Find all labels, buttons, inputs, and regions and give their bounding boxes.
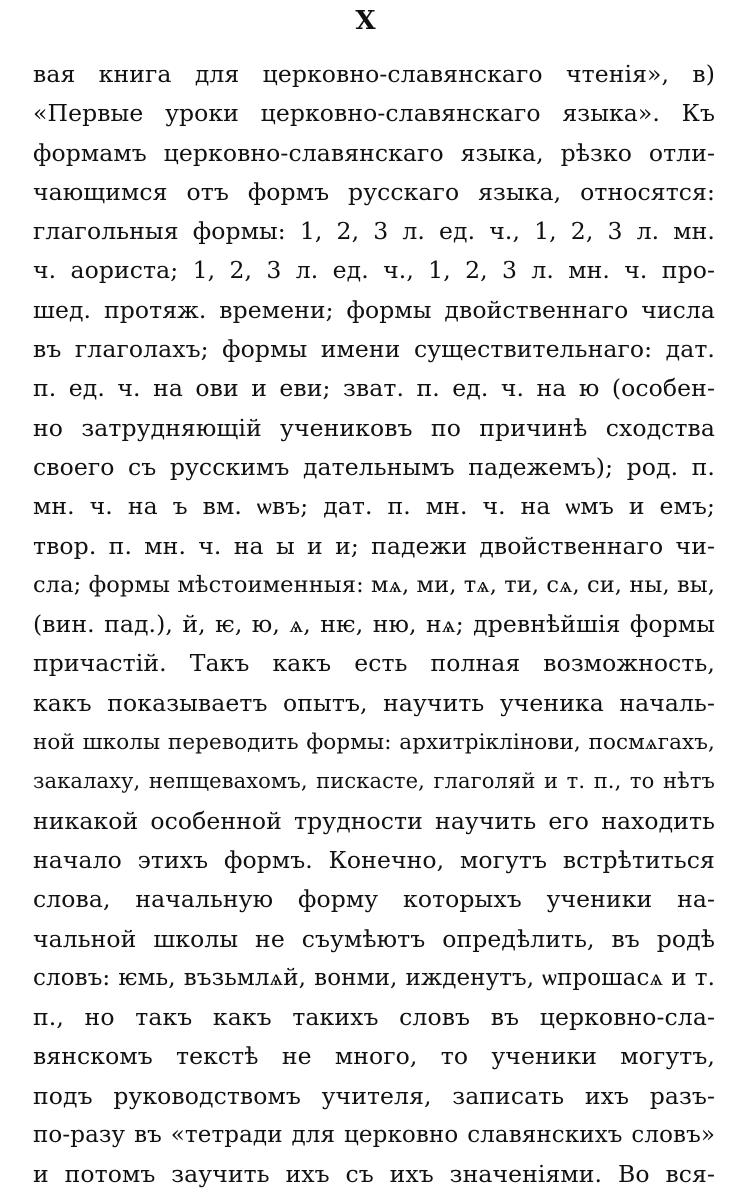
text-line: чальной школы не съумѣютъ опредѣлить, въ родѣ (33, 924, 715, 953)
text-line: шед. протяж. времени; формы двойственнаго числа (33, 295, 715, 324)
text-line: словъ: ѥмь, възьмлѧй, вонми, ижденутъ, ѡпрошасѧ и т. (33, 964, 715, 991)
text-line: но затрудняющій учениковъ по причинѣ сходства (33, 413, 715, 442)
text-line: причастій. Такъ какъ есть полная возможность, (33, 649, 715, 678)
text-line: «Первые уроки церковно-славянскаго языка». Къ (33, 99, 715, 128)
body-text (33, 55, 715, 1195)
text-line: подъ руководствомъ учителя, записать ихъ разъ- (33, 1081, 715, 1110)
text-line: своего съ русскимъ дательнымъ падежемъ); род. п. (33, 452, 715, 481)
text-line: ч. аориста; 1, 2, 3 л. ед. ч., 1, 2, 3 л. мн. ч. про- (33, 256, 715, 285)
text-line: (вин. пад.), й, ѥ, ю, ѧ, нѥ, ню, нѧ; древнѣйшія формы (33, 610, 715, 639)
text-line: формамъ церковно-славянскаго языка, рѣзко отли- (33, 138, 715, 167)
text-line: и потомъ заучить ихъ съ ихъ значеніями. Во вся- (33, 1160, 715, 1189)
text-line: сла; формы мѣстоименныя: мѧ, ми, тѧ, ти, сѧ, си, ны, вы, (33, 571, 715, 598)
text-line: начало этихъ формъ. Конечно, могутъ встрѣтиться (33, 845, 715, 874)
text-line: закалаху, непщевахомъ, пискасте, глаголяй и т. п., то нѣтъ (33, 769, 715, 794)
text-line: п. ед. ч. на ови и еви; зват. п. ед. ч. на ю (особен- (33, 374, 715, 403)
text-line: вая книга для церковно-славянскаго чтенія», в) (33, 60, 715, 88)
text-line: по-разу въ «тетради для церковно славянскихъ словъ» (33, 1122, 715, 1149)
text-line: въ глаголахъ; формы имени существительнаго: дат. (33, 335, 715, 364)
text-line: мн. ч. на ъ вм. ѡвъ; дат. п. мн. ч. на ѡмъ и емъ; (33, 492, 715, 521)
text-line: п., но такъ какъ такихъ словъ въ церковно-сла- (33, 1003, 715, 1032)
text-line: никакой особенной трудности научить его находить (33, 806, 715, 835)
text-line: слова, начальную форму которыхъ ученики на- (33, 885, 715, 914)
text-line: чающимся отъ формъ русскаго языка, относятся: (33, 177, 715, 206)
page-number: X (355, 6, 377, 36)
text-line: какъ показываетъ опытъ, научить ученика началь- (33, 688, 715, 717)
text-line: вянскомъ текстѣ не много, то ученики могутъ, (33, 1042, 715, 1071)
text-line: ной школы переводить формы: архитріклінови, посмѧгахъ, (33, 730, 715, 756)
text-line: глагольныя формы: 1, 2, 3 л. ед. ч., 1, 2, 3 л. мн. (33, 217, 715, 246)
text-line: твор. п. мн. ч. на ы и и; падежи двойственнаго чи- (33, 531, 715, 560)
